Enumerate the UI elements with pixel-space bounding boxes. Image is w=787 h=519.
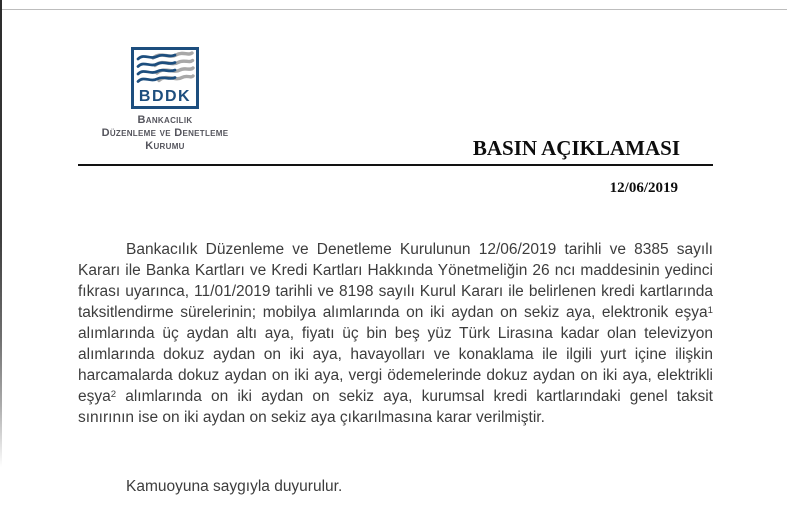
window-left-border (0, 0, 2, 519)
logo-org-line: Düzenleme ve Denetleme (101, 126, 229, 139)
footnote-ref: 2 (110, 388, 117, 400)
press-release-title: BASIN AÇIKLAMASI (472, 136, 680, 160)
closing-statement: Kamuoyuna saygıyla duyurulur. (126, 478, 343, 495)
press-paragraph: Bankacılık Düzenleme ve Denetleme Kurulunun 12/06/2019 tarihli ve 8385 sayılı Kararı ile Banka Kartları ve Kredi Kartları Hakkında Yönetmeliğin 26 ncı maddesinin yedinci fıkrası uyarınca, 11/01/2019 tarihli ve 8198 sayılı Kurul Kararı ile belirlenen kredi kartlarında taksitlendirme sürelerinin; mobilya alımlarında on iki aydan on sekiz aya, elektronik eşya$^1$ alımlarında üç aydan altı aya, fiyatı üç bin beş yüz Türk Lirasına kadar olan televizyon alımlarında dokuz aydan on iki aya, havayolları ve konaklama ile ilgili yurt içine ilişkin harcamalarda dokuz aydan on iki aya, vergi ödemelerinde dokuz aydan on iki aya, elektrikli eşya$^2$ alımlarında on iki aydan on sekiz aya, kurumsal kredi kartlarındaki genel taksit sınırının ise on iki aydan on sekiz aya çıkarılmasına karar verilmiştir. (78, 241, 713, 426)
logo-org-line: Bankacılık (137, 114, 193, 126)
bddk-logo-icon (131, 47, 199, 109)
logo-org-line: Kurumu (145, 139, 185, 152)
press-release-date: 12/06/2019 (609, 180, 678, 196)
page-top-border (0, 9, 787, 10)
header-divider (78, 164, 713, 166)
logo-acronym: BDDK (138, 88, 192, 105)
footnote-ref: 1 (707, 304, 713, 316)
